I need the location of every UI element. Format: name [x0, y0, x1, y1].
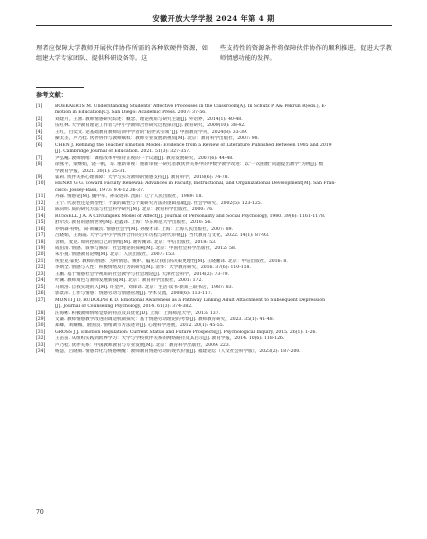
reference-number: [10] [36, 181, 46, 187]
reference-number: [20] [36, 252, 46, 258]
reference-number: [18] [36, 239, 46, 245]
reference-number: [1] [36, 104, 43, 109]
reference-text: [J]. Cambridge Journal of Education. 2021. 51(3): 327-357. [55, 149, 191, 155]
reference-number: [3] [36, 123, 43, 129]
reference-text: 尹弘飚. 教师情绪：课程改革中亟待正视的一个议题[J]. 教育发展研究，2007(6): 44-48. [55, 155, 234, 161]
reference-text: 伍红林. 大学教育理论工作者与中小学教师合作研究过程探讨[J]. 教育研究，2009(10): 38-42. [55, 123, 246, 129]
reference-number: [30] [36, 323, 46, 329]
reference-number: [21] [36, 258, 46, 264]
reference-text: 郭景萍. 工作与情感：情感劳动与情感管理[J]. 学术交流，2008(6): 113-117. [55, 291, 213, 297]
reference-number: [9] [36, 174, 43, 180]
reference-text: MONTI J D, RUDOLPH K D. Emotional Awareness as a Pathway Linking Adult Attachment to Subsequent Depression [55, 297, 326, 303]
reference-number: [23] [36, 271, 46, 277]
reference-text: 郑卿，刘耀娜，俞国良. 情绪调节方法述评[J]. 心理科学进展，2012. 20(1): 45-55. [55, 323, 225, 329]
reference-number: [13] [36, 207, 46, 213]
reference-text: BOEKAERTS M. Understanding Students' Affective Processes in the Classroom[A]. In Schutz P A& Pekrun R(eds.), E- [55, 104, 327, 109]
reference-text: 王宁. 代表性还是典型性：个案的属性与个案研究方法的逻辑基础[J]. 社会学研究，2002(5): 123-125. [55, 200, 263, 206]
reference-text: CHEN J. Refining the Teacher Emotion Model: Evidence from a Review of Literature Published Between 1985 and 2019 [55, 142, 332, 148]
reference-text: 刘建月，王蕾. 教师情感研究综述：概念、理论视角与研究主题[J]. 外语界，2014(1): 40-48. [55, 116, 243, 122]
reference-text: 成伯清. 情感、叙事与修辞：社会理论的探索[M]. 北京：中国社会科学出版社，2012: 58. [55, 245, 237, 251]
reference-text: 李炳全. 情感与人性：积极情绪及行为的研究[M]. 清华：大学教育研究，2016. 37(6): 110-118. [55, 265, 251, 271]
reference-text: 埃里克·霍伦. 教师的情感：为何情怒、嫉妒、偏见让我们的决策更理性[M]. 王晓鹏译. 北京：中信出版社，2016: 8. [55, 258, 288, 264]
reference-number: [24] [36, 278, 46, 284]
journal-header: 安徽开放大学学报 2024 年第 4 期 [152, 14, 275, 23]
intro-text [36, 44, 392, 63]
reference-number: [16] [36, 226, 46, 232]
reference-number: [5] [36, 136, 43, 142]
reference-number: [27] [36, 297, 46, 303]
reference-number: [6] [36, 142, 43, 148]
reference-number: [15] [36, 220, 46, 226]
header-rule [36, 25, 392, 26]
reference-text: 王苗苗. 从组织实践到跨界学习：大学与学校伙伴关系的网络路径及其启示[J]. 教育学报，2014. 10(6): 118-126. [55, 336, 285, 342]
reference-text: 吕晓娟，王海霞. 大学与中小学伙伴合作的百年历程与时代审视[J]. 当代教育与文化，2022. 14(1): 87-93. [55, 233, 270, 239]
reference-text: 王红，白奕文. 论基础教育教师培训中学者的“陪伴式引领”[J]. 中国教育学刊，2024(8): 33-39. [55, 129, 248, 135]
reference-number: [33] [36, 342, 46, 348]
reference-text: 汪海彬. 积极教师情绪觉察的特点及其优化[D]. 上海：上海师范大学，2013: 137. [55, 310, 220, 316]
reference-text: 操太圣，卢乃桂. 伙伴协作与教师赋权：教师专业发展新视角[M]. 北京：教育科学出版社，2007: 98. [55, 136, 259, 142]
reference-number: [22] [36, 265, 46, 271]
reference-text: 杨慧，吕晓娟. 情感异化与情感唤醒：教师教育情感劳动的现代价值[J]. 福建论坛（人文社会科学版），2023(2): 187-200. [55, 349, 301, 355]
reference-text: 舍勒，麦克. 如何控制自己的情绪[M]. 谢传刚译. 北京：中信出版社，2018: 53. [55, 239, 217, 245]
reference-text: 马斯洛. 自我实现的人[M]. 许金声，刘锋译. 北京：生活·读书·新知三联书店，1987: 83. [55, 284, 233, 290]
page-number: 70 [36, 509, 44, 516]
intro-right-column: 些支持性的资源条件将保障伙伴协作的顺利推进，促进大学教师情感功能的发挥。 [220, 45, 392, 62]
reference-text: RUSSELL J A. A Circumplex Model of Affect[J]. Journal of Personality and Social Psychology, 1980. 39(6): 1161-1178. [55, 213, 326, 219]
references-title: 参考文献： [36, 92, 67, 99]
reference-text: HENRY G G. Toward Faculty Renewal: Advances in Faculty, Instructional, and Organizational Development[M]. San Fran- [55, 181, 336, 187]
reference-text: motion in Education[C]. San Diego: Academic Press. 2007: 37-56. [55, 110, 207, 116]
reference-number: [14] [36, 213, 46, 219]
reference-text: 王鹏. 基于情感社会学视角的社会教学与社会理论[J]. 天津社会科学，2014(2): 73-79. [55, 271, 230, 277]
reference-item [36, 349, 392, 355]
reference-text: 徐燕平，梁继娟，饶一帆，等. 重新审视：重新审视一研究者教伙伴关系中的中数学教学改进：以“一次函数”问题提出教学“为例[J]. 数 [55, 162, 324, 168]
reference-text: 陈向明. 质的研究方法与社会科学研究[M]. 北京：教育科学出版社，2000: 76. [55, 207, 214, 213]
reference-text: 乔纳森·特纳，简·斯戴茨. 情感社会学[M]. 孙俊才译. 上海：上海人民出版社，2007: 89. [55, 226, 233, 232]
section-divider [36, 87, 84, 88]
reference-number: [29] [36, 316, 46, 322]
reference-number: [19] [36, 245, 46, 251]
reference-number: [34] [36, 349, 46, 355]
reference-number: [11] [36, 194, 46, 200]
reference-text: 丹森. 情感论[M]. 魏中军，孙安迹译. 沈阳：辽宁人民出版社，1989: 18. [55, 194, 203, 200]
reference-number: [8] [36, 162, 43, 168]
reference-number: [28] [36, 310, 46, 316]
reference-text: 舒尔茨. 教育的感情世界[M]. 赵鑫译. 上海：华东师范大学出版社，2010: 56. [55, 220, 212, 226]
reference-text: 朱小蔓. 情感教育论纲[M]. 北京：人民出版社，2007: 153. [55, 252, 176, 258]
reference-text: GROSS J J. Emotion Regulation: Current Status and Future Prospects[J]. Psychological Inquiry, 2015. 26(1): 1-26. [55, 329, 317, 335]
reference-number: [25] [36, 284, 46, 290]
reference-number: [4] [36, 129, 43, 135]
reference-text: [J]. Journal of Counseling Psychology, 2014. 61(3): 374-382. [55, 304, 193, 310]
reference-text: 霍莉. 伙伴关系心理保障：大学与实习教师的情感支持[J]. 教育科学，2018(6): 74-78. [55, 174, 230, 180]
reference-text: cisco: Jossey-Bass, 1973: 9.4-12.36-37. [55, 187, 145, 193]
reference-text: 文谦. 教师情感教学改进的调适机制探究：基于情感劳动理论的考察[J]. 教师教育研究，2023. 35(1): 41-48. [55, 316, 275, 322]
reference-number: [2] [36, 116, 43, 122]
reference-number: [31] [36, 329, 46, 335]
reference-number: [7] [36, 155, 43, 161]
reference-text: 学教育学报，2021. 30(1): 25-31. [55, 168, 127, 174]
reference-list [36, 104, 392, 356]
intro-left-column: 理者应保障大学教师开展伙伴协作所需的各种软硬件资源，如组建大学专家团队、提供科研设备等。这 [36, 45, 208, 62]
reference-number: [32] [36, 336, 46, 342]
reference-number: [17] [36, 233, 46, 239]
reference-text: 卢乃桂. 伙伴关系：中国教师教育与专业发展[M]. 北京：教育科学出版社，2009: 223. [55, 342, 231, 348]
reference-text: 叶澜. 教师角色与教师发展新探[M]. 北京：教育科学出版社，2001: 172. [55, 278, 203, 284]
reference-number: [26] [36, 291, 46, 297]
reference-number: [12] [36, 200, 46, 206]
